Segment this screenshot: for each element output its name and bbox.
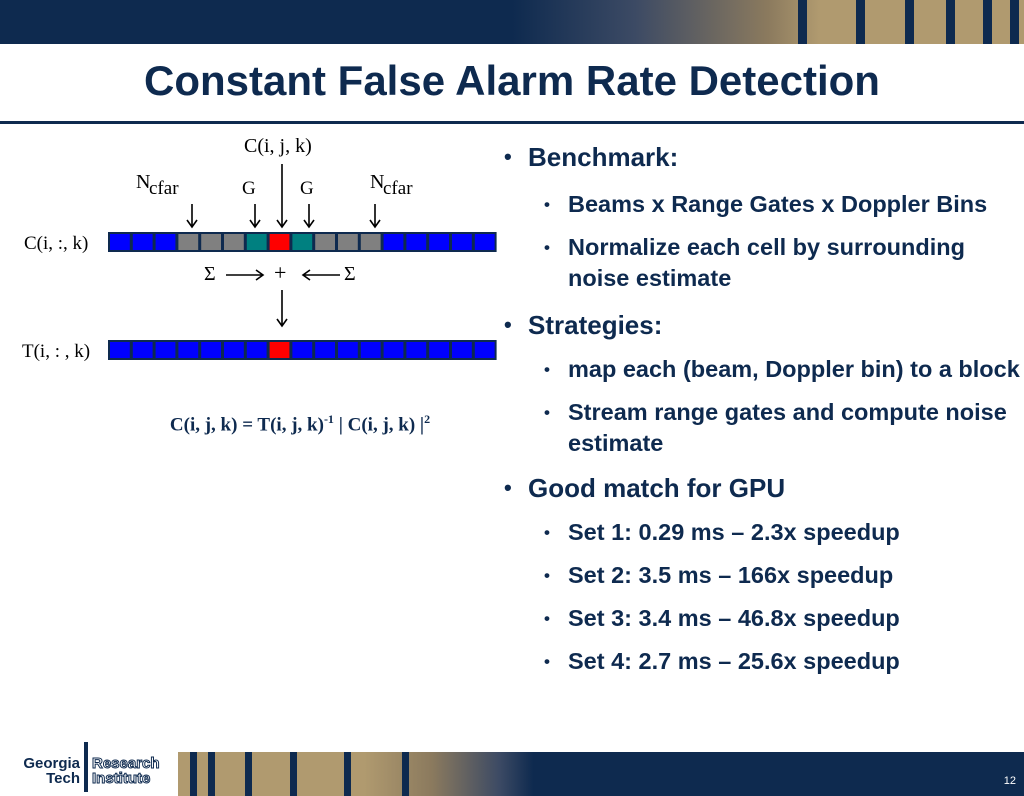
label-g-right: G xyxy=(300,178,314,199)
top-stripe xyxy=(798,0,807,44)
bottom-stripe xyxy=(208,752,215,796)
formula-lhs: C(i, j, k) = T(i, j, k) xyxy=(169,414,324,436)
row-t-cells xyxy=(108,340,497,360)
top-stripe xyxy=(905,0,914,44)
row1-label: C(i, :, k) xyxy=(24,233,89,254)
cell-blue xyxy=(338,342,358,358)
cfar-diagram xyxy=(18,130,498,440)
sub-bullet: • Set 4: 2.7 ms – 25.6x speedup xyxy=(544,648,900,674)
top-stripe xyxy=(1010,0,1019,44)
bottom-banner xyxy=(178,752,1024,796)
bottom-stripe xyxy=(290,752,297,796)
cell-blue xyxy=(110,234,130,250)
bullet-gpu: • Good match for GPU xyxy=(504,473,786,503)
logo-divider xyxy=(84,742,88,792)
sub-bullet: • Set 1: 0.29 ms – 2.3x speedup xyxy=(544,519,900,545)
label-ncfar-right-sub: cfar xyxy=(383,178,413,199)
sub-bullet: • Normalize each cell by surrounding noise estimate xyxy=(544,234,965,291)
sub-bullet: • Stream range gates and compute noise estimate xyxy=(544,399,1007,456)
bottom-stripe xyxy=(190,752,197,796)
cell-blue xyxy=(292,342,312,358)
bullet-text: Stream range gates and compute noise estimate xyxy=(568,399,1007,456)
logo-line3: Research xyxy=(92,755,160,772)
cell-gray xyxy=(315,234,335,250)
logo-georgia-tech xyxy=(8,756,80,786)
cell-teal xyxy=(292,234,312,250)
cell-gray xyxy=(338,234,358,250)
logo-line4: Institute xyxy=(92,770,151,787)
bottom-stripe xyxy=(402,752,409,796)
sub-bullet: • Set 3: 3.4 ms – 46.8x speedup xyxy=(544,605,900,631)
cell-gray xyxy=(178,234,198,250)
cell-red xyxy=(270,342,290,358)
row2-label: T(i, : , k) xyxy=(22,341,91,362)
label-cij: C(i, j, k) xyxy=(244,135,312,157)
cell-blue xyxy=(452,342,472,358)
cell-blue xyxy=(406,342,426,358)
cell-gray xyxy=(361,234,381,250)
bottom-stripe xyxy=(344,752,351,796)
logo-research-institute xyxy=(92,756,160,786)
slide-title: Constant False Alarm Rate Detection xyxy=(144,57,880,104)
row-c-cells xyxy=(108,232,497,252)
top-stripe xyxy=(946,0,955,44)
bullet-text: Benchmark: xyxy=(528,142,679,172)
sum-right: Σ xyxy=(344,263,356,285)
sub-bullet: • map each (beam, Doppler bin) to a block xyxy=(544,356,1020,382)
cell-gray xyxy=(201,234,221,250)
bullet-strategies: • Strategies: xyxy=(504,310,663,340)
bullet-text: Strategies: xyxy=(528,310,663,340)
label-ncfar-left-sub: cfar xyxy=(149,178,179,199)
bottom-stripe xyxy=(245,752,252,796)
bullet-text: Good match for GPU xyxy=(528,473,786,503)
top-stripe xyxy=(856,0,865,44)
bullet-text: Normalize each cell by surrounding noise estimate xyxy=(568,234,965,291)
sub-bullet: • Set 2: 3.5 ms – 166x speedup xyxy=(544,562,894,588)
cell-blue xyxy=(384,342,404,358)
bullet-text: Set 1: 0.29 ms – 2.3x speedup xyxy=(568,519,900,545)
page-number: 12 xyxy=(1003,775,1016,787)
cell-blue xyxy=(156,342,176,358)
formula-sup2: 2 xyxy=(424,412,431,426)
cell-blue xyxy=(475,342,495,358)
top-banner xyxy=(0,0,1024,44)
bullet-text: Beams x Range Gates x Doppler Bins xyxy=(568,191,988,217)
gtri-logo xyxy=(4,738,176,794)
bullet-text: Set 4: 2.7 ms – 25.6x speedup xyxy=(568,648,900,674)
formula-sup1: -1 xyxy=(323,412,334,426)
cell-blue xyxy=(201,342,221,358)
cell-blue xyxy=(406,234,426,250)
cfar-formula xyxy=(120,412,480,436)
cell-blue xyxy=(475,234,495,250)
cell-gray xyxy=(224,234,244,250)
bullet-list xyxy=(500,142,1020,677)
cell-teal xyxy=(247,234,267,250)
bullet-benchmark: • Benchmark: xyxy=(504,142,679,172)
cell-blue xyxy=(110,342,130,358)
label-ncfar-left-N: N xyxy=(136,171,151,193)
cell-blue xyxy=(429,234,449,250)
arrows-down xyxy=(187,164,380,227)
cell-blue xyxy=(224,342,244,358)
cell-blue xyxy=(156,234,176,250)
cell-blue xyxy=(247,342,267,358)
cell-blue xyxy=(315,342,335,358)
bullet-text: Set 2: 3.5 ms – 166x speedup xyxy=(568,562,894,588)
cell-blue xyxy=(178,342,198,358)
top-stripe xyxy=(983,0,992,44)
formula-rhs: | C(i, j, k) | xyxy=(333,414,425,436)
cell-red xyxy=(270,234,290,250)
label-ncfar-right-N: N xyxy=(370,171,385,193)
label-g-left: G xyxy=(242,178,256,199)
bullet-text: Set 3: 3.4 ms – 46.8x speedup xyxy=(568,605,900,631)
cell-blue xyxy=(133,234,153,250)
cell-blue xyxy=(384,234,404,250)
logo-line1: Georgia xyxy=(23,755,80,772)
cell-blue xyxy=(361,342,381,358)
bullet-text: map each (beam, Doppler bin) to a block xyxy=(568,356,1020,382)
title-divider xyxy=(0,121,1024,124)
logo-line2: Tech xyxy=(46,770,80,787)
cell-blue xyxy=(429,342,449,358)
plus-sign: + xyxy=(274,260,287,285)
cell-blue xyxy=(133,342,153,358)
cell-blue xyxy=(452,234,472,250)
sub-bullet: • Beams x Range Gates x Doppler Bins xyxy=(544,191,988,217)
sum-left: Σ xyxy=(204,263,216,285)
